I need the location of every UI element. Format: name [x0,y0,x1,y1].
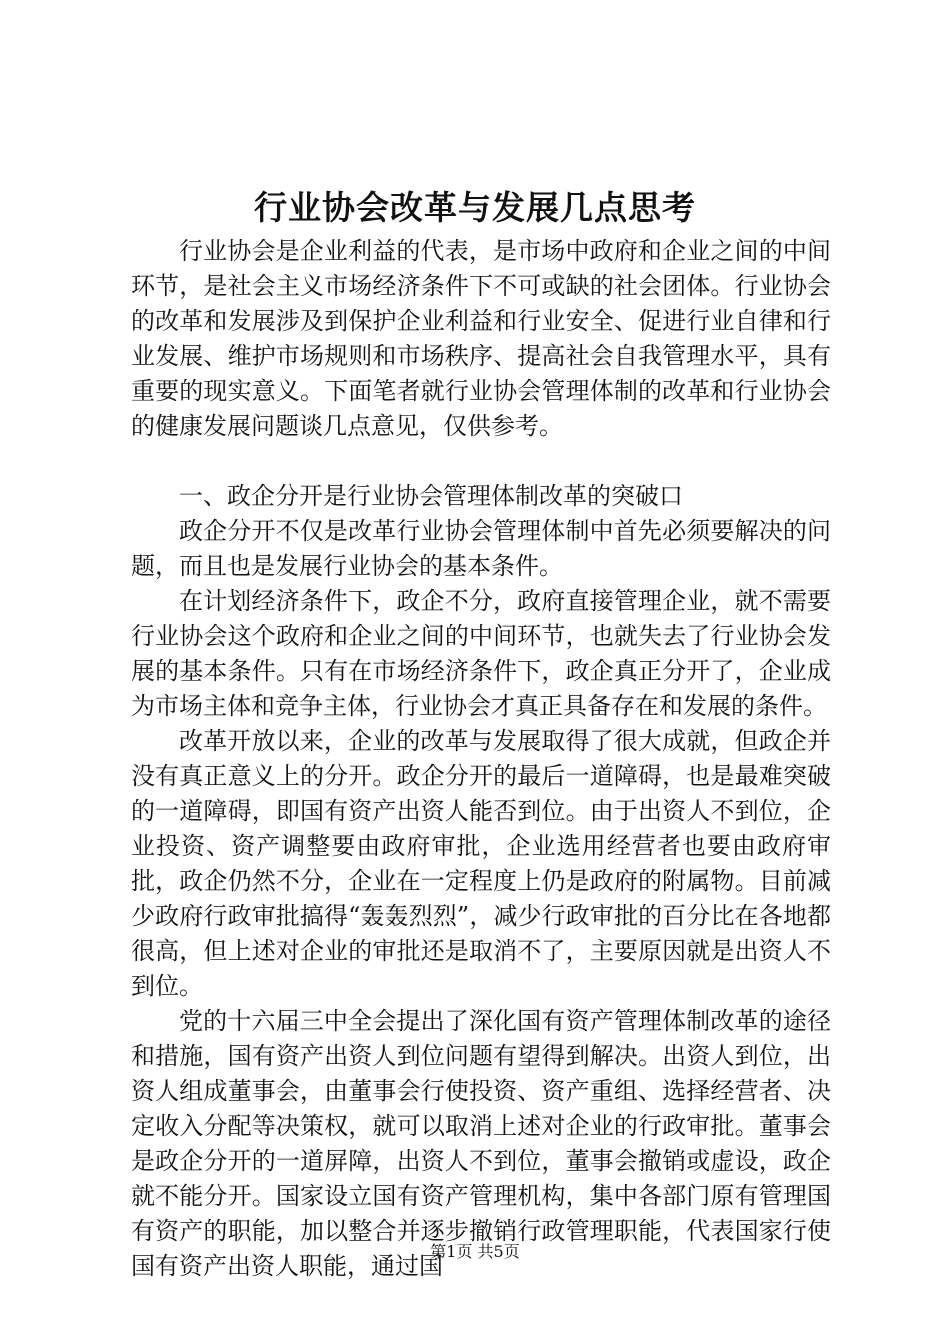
section-heading: 一、政企分开是行业协会管理体制改革的突破口 [179,482,683,510]
page-footer: 第1页 共5页 [430,1242,520,1261]
paragraph-spacer [131,444,831,479]
document-title: 行业协会改革与发展几点思考 [254,188,696,227]
intro-paragraph: 行业协会是企业利益的代表，是市场中政府和企业之间的中间环节，是社会主义市场经济条件下不可或缺的社会团体。行业协会的改革和发展涉及到保护企业利益和行业安全、促进行业自律和行业发展、维护市场规则和市场秩序、提高社会自我管理水平，具有重要的现实意义。下面笔者就行业协会管理体制的改革和行业协会的健康发展问题谈几点意见，仅供参考。 [131,237,831,440]
body-paragraph: 改革开放以来，企业的改革与发展取得了很大成就，但政企并没有真正意义上的分开。政企分开的最后一道障碍，也是最难突破的一道障碍，即国有资产出资人能否到位。由于出资人不到位，企业投资、资产调整要由政府审批，企业选用经营者也要由政府审批，政企仍然不分，企业在一定程度上仍是政府的附属物。目前减少政府行政审批搞得“轰轰烈烈”，减少行政审批的百分比在各地都很高，但上述对企业的审批还是取消不了，主要原因就是出资人不到位。 [131,727,831,1000]
body-paragraph: 党的十六届三中全会提出了深化国有资产管理体制改革的途径和措施，国有资产出资人到位问题有望得到解决。出资人到位，出资人组成董事会，由董事会行使投资、资产重组、选择经营者、决定收入分配等决策权，就可以取消上述对企业的行政审批。董事会是政企分开的一道屏障，出资人不到位，董事会撤销或虚设，政企就不能分开。国家设立国有资产管理机构，集中各部门原有管理国有资产的职能，加以整合并逐步撤销行政管理职能，代表国家行使国有资产出资人职能，通过国 [131,1007,831,1280]
body-paragraph: 在计划经济条件下，政企不分，政府直接管理企业，就不需要行业协会这个政府和企业之间的中间环节，也就失去了行业协会发展的基本条件。只有在市场经济条件下，政企真正分开了，企业成为市场主体和竞争主体，行业协会才真正具备存在和发展的条件。 [131,587,831,720]
body-paragraph: 政企分开不仅是改革行业协会管理体制中首先必须要解决的问题，而且也是发展行业协会的基本条件。 [131,517,831,580]
document-body [131,234,831,1284]
